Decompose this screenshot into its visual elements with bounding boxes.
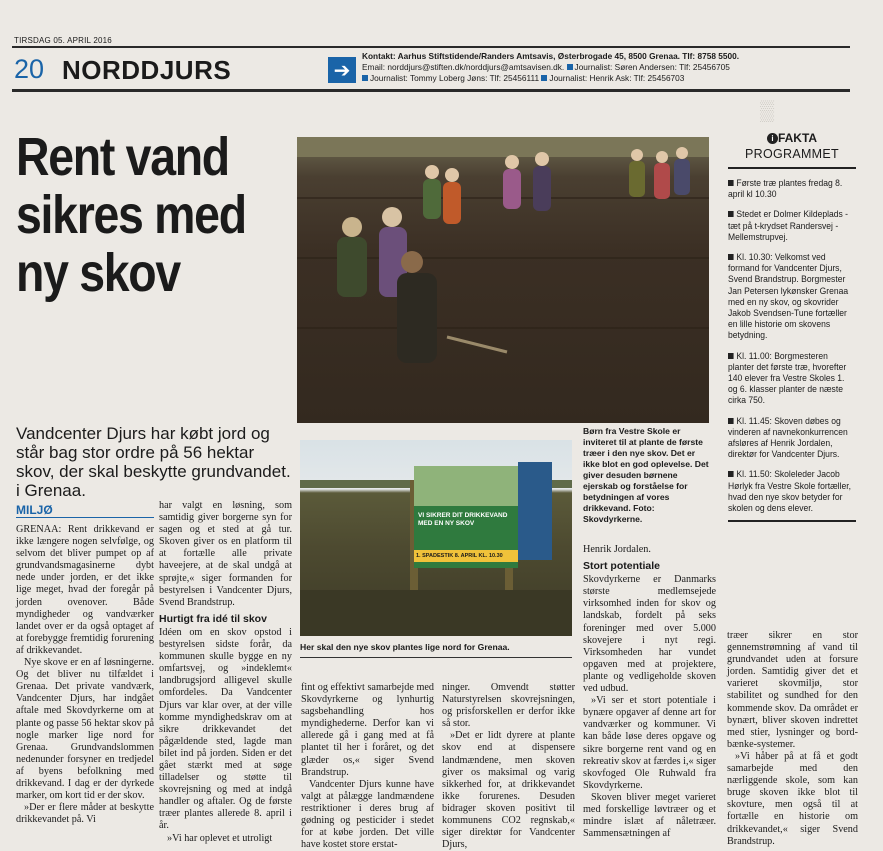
fact-item-text: Første træ plantes fredag 8. april kl 10.30 — [728, 178, 843, 200]
fact-item — [728, 252, 854, 342]
contact-info — [362, 51, 842, 84]
fact-item-text: Stedet er Dolmer Kildeplads - tæt på t-krydset Randersvej - Mellemstrupvej. — [728, 209, 848, 242]
sign-line-3: 1. SPADESTIK 8. APRIL KL. 10.30 — [416, 553, 503, 559]
photo-illustration — [297, 137, 709, 423]
fact-rule — [728, 167, 856, 169]
contact-journalist-3: Journalist: Henrik Ask: Tlf: 25456703 — [549, 73, 685, 83]
article-column-2 — [159, 500, 292, 845]
contact-line-1: Kontakt: Aarhus Stiftstidende/Randers Amtsavis, Østerbrogade 45, 8500 Grenaa. Tlf: 8758 5500. — [362, 51, 740, 61]
paragraph: fint og effektivt samarbejde med Skovdyrkerne og lynhurtig sagsbehandling hos myndighederne. Derfor kan vi allerede gå i gang med at få plantet til her i foråret, og det glæder os,« siger Svend Brandstrup. — [301, 682, 434, 778]
square-bullet-icon — [728, 418, 734, 424]
contact-email: Email: norddjurs@stiften.dk/norddjurs@amtsavisen.dk. — [362, 62, 565, 72]
article-column-1 — [16, 524, 154, 826]
paragraph: har valgt en løsning, som samtidig giver borgerne syn for sagen og et sted at gå tur. Skoven giver os en platform til at fortælle alle private haveejere, at de skal undgå at sprøjte,« siger formanden for bestyrelsen i Vandcenter Djurs, Svend Brandstrup. — [159, 500, 292, 608]
paragraph: GRENAA: Rent drikkevand er ikke længere nogen selvfølge, og selvom det bliver pumpet op af grundvandsmagasinerne dybt nede under jorden, er det ikke lige meget, hvad der foregår på jorden ovenover. Både myndigheder og vandværker landet over er da også optaget af at forebygge fremtidig forurening af drikkevandet. — [16, 524, 154, 656]
paragraph: »Vi har oplevet et utroligt — [167, 832, 273, 844]
contact-journalist-1: Journalist: Søren Andersen: Tlf: 25456705 — [574, 62, 730, 72]
paragraph: »Der er flere måder at beskytte drikkevandet på. Vi — [16, 802, 154, 826]
paragraph: »Det er lidt dyrere at plante skov end at dispensere landmændene, men skoven giver os maksimal og varig sikkerhed for, at drikkevandet ikke forurenes. Desuden bidrager skoven positivt til kommunens CO2 regnskab,« siger direktør for Vandcenter Djurs, — [442, 730, 575, 851]
square-bullet-icon — [541, 75, 547, 81]
header-bottom-rule — [12, 89, 850, 92]
paragraph: Nye skove er en af løsningerne. Og det bliver nu tilfældet i Grenaa. Det private vandværk, Vandcenter Djurs, har indgået aftale med Skovdyrkerne om at plante og passe 56 hektar skov på nogle marker lige nord for Grenaa. Grundvandslommen nedenunder forsyner en tredjedel af byens befolkning med drikkevand. I dag er der dyrkede marker, om kort tid er der skov. — [16, 657, 154, 802]
paragraph: ninger. Omvendt støtter Naturstyrelsen skovrejsningen, og prisforskellen er derfor ikke så stor. — [442, 682, 575, 730]
paragraph: Henrik Jordalen. — [583, 544, 651, 555]
fact-item — [728, 469, 854, 514]
fact-box-label — [728, 131, 856, 145]
square-bullet-icon — [728, 471, 734, 477]
fact-item — [728, 209, 854, 243]
section-title: NORDDJURS — [62, 55, 232, 85]
article-column-4 — [442, 682, 575, 851]
paragraph: træer sikrer en stor gennemstrømning af vand til grundvandet uden at forsure jorden. Samtidig giver det et varieret skovmiljø, stor stabilitet og sundhed for den kommende skov. Da området er bynært, bliver skoven indrettet med stier, lysninger og bord-bænke-systemer. — [727, 630, 858, 750]
sign-line-1: VI SIKRER DIT DRIKKEVAND — [418, 512, 508, 519]
paragraph: »Vi ser et stort potentiale i bynære opgaver af denne art for vandværker og kommuner. Vi kan både løse deres opgave og sikre borgerne rent vand og en rekreativ skov at færdes i,« siger skovfoged Ole Ruhwald fra Skovdyrkerne. — [583, 695, 716, 791]
contact-journalist-2: Journalist: Tommy Loberg Jøns: Tlf: 25456111 — [370, 73, 540, 83]
square-bullet-icon — [567, 64, 573, 70]
subheading: Stort potentiale — [583, 560, 661, 573]
subheading: Hurtigt fra idé til skov — [159, 612, 267, 625]
fact-item — [728, 178, 854, 200]
kicker-rule — [16, 517, 154, 518]
article-column-3 — [301, 682, 434, 851]
article-deck: Vandcenter Djurs har købt jord og står bag stor ordre på 56 hektar skov, der skal beskytte grundvandet. i Grenaa. — [16, 424, 291, 500]
children-planting-photo — [297, 137, 709, 423]
article-column-6 — [727, 630, 858, 848]
paragraph: Vandcenter Djurs kunne have valgt at pålægge landmændene restriktioner i deres brug af gødning og pesticider i stedet for at købe jorden. Det ville have kostet store erstat- — [301, 778, 434, 851]
page-number: 20 — [14, 54, 45, 84]
article-column-5 — [583, 544, 716, 840]
fact-box — [728, 131, 856, 522]
photo-caption-1: Børn fra Vestre Skole er inviteret til at plante de første træer i den nye skov. Det er ikke blot en god oplevelse. Det giver desuden børnene ejerskab og forståelse for betydningen af vores drikkevand. Foto: Skovdyrkerne. — [583, 426, 709, 524]
fact-item — [728, 351, 854, 407]
field-sign-photo — [300, 440, 572, 636]
paragraph: Idéen om en skov opstod i bestyrelsen sidste forår, da kommunen skulle bygge en ny omfartsvej, og »indeklemt« landbrugsjord alligevel skulle omfordeles. Da Vandcenter Djurs var klar over, at der ville komme myndighedskrav om at sikre drikkevandet det pågældende sted, lagde man bilet ind på jorden. Siden er det gået stærkt med at søge tilladelser og støtte til skovrejsning og med at indgå handler og aftaler. Og de første træer plantes allerede 8. april i år. — [159, 626, 292, 832]
section-kicker: MILJØ — [16, 503, 53, 517]
fact-box-title: PROGRAMMET — [745, 147, 839, 161]
square-bullet-icon — [728, 254, 734, 260]
page-date: TIRSDAG 05. APRIL 2016 — [14, 36, 112, 45]
square-bullet-icon — [728, 353, 734, 359]
info-circle-icon: i — [767, 133, 778, 144]
photo-illustration — [300, 440, 572, 636]
fact-item-text: Kl. 10.30: Velkomst ved formand for Vandcenter Djurs, Svend Brandstrup. Borgmester Jan Petersen lykønsker Grenaa med en ny skov, og skovrider Jakob Svendsen-Tune fortæller en lille historie om skovens betydning. — [728, 252, 849, 341]
paragraph: »Vi håber på at få et godt samarbejde med den nærliggende skole, som kan bruge skoven ikke blot til skovture, men også til at fortælle en historie om drikkevandet,« siger Svend Brandstrup. — [727, 750, 858, 847]
fact-item — [728, 416, 854, 461]
paragraph: Skoven bliver meget varieret med forskellige løvtræer og et mindre islæt af nåletræer. Sammensætningen af — [583, 791, 716, 840]
bleed-through-decoration: ▒ — [760, 100, 775, 122]
fact-item-text: Kl. 11.00: Borgmesteren planter det første træ, hvorefter 140 elever fra Vestre Skoles 1. og 6. klasser planter de næste cirka 750. — [728, 350, 847, 406]
caption-rule — [300, 657, 572, 658]
paragraph: Skovdyrkerne er Danmarks største medlemsejede virksomhed inden for skov og landskab, fordelt på seks foreninger med over 5.000 skovejere i nyt regi. Virksomheden har vundet opgaven med at projektere, plante og vedligeholde skoven ved udbud. — [583, 574, 716, 695]
fact-label-text: FAKTA — [777, 131, 818, 145]
fact-item-text: Kl. 11.50: Skoleleder Jacob Hørlyk fra Vestre Skole fortæller, hvad den nye skov betyder for skolen og dens elever. — [728, 469, 851, 514]
top-rule — [12, 46, 850, 48]
arrow-right-icon: ➔ — [328, 57, 356, 83]
sign-line-2: MED EN NY SKOV — [418, 519, 475, 527]
article-headline: Rent vand sikres med ny skov — [16, 127, 246, 303]
fact-item-text: Kl. 11.45: Skoven døbes og vinderen af navnekonkurrencen afsløres af Henrik Jordalen, direktør for Vandcenter Djurs. — [728, 415, 848, 460]
sign-text — [418, 512, 518, 527]
square-bullet-icon — [362, 75, 368, 81]
square-bullet-icon — [728, 211, 734, 217]
fact-rule — [728, 520, 856, 522]
square-bullet-icon — [728, 180, 734, 186]
photo-caption-2: Her skal den nye skov plantes lige nord for Grenaa. — [300, 642, 510, 652]
